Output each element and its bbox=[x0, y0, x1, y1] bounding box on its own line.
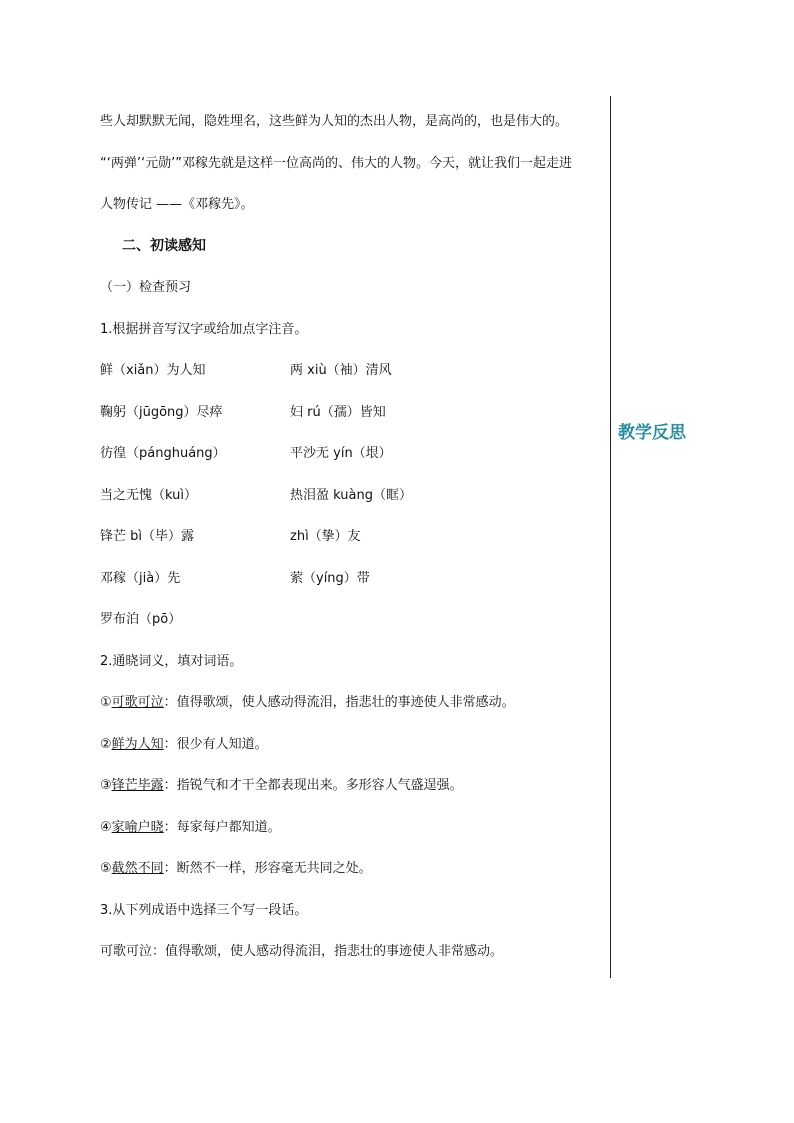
vocab-definition: ：断然不一样，形容毫无共同之处。 bbox=[163, 861, 372, 876]
pinyin-item: 当之无愧（kuì） bbox=[100, 487, 197, 503]
vocab-definition: ：每家每户都知道。 bbox=[163, 819, 281, 835]
teaching-reflection-title: 教学反思 bbox=[618, 423, 686, 443]
pinyin-item: 鲜（xiǎn）为人知 bbox=[100, 363, 206, 378]
pinyin-item: 平沙无 yín（垠） bbox=[290, 446, 392, 461]
vocab-term: 鲜为人知 bbox=[111, 736, 164, 752]
vocab-term: 可歌可泣 bbox=[111, 695, 164, 710]
vocab-number: ③ bbox=[100, 778, 112, 793]
lesson-content bbox=[100, 101, 610, 973]
vocab-definition: ：值得歌颂，使人感动得流泪，指悲壮的事迹使人非常感动。 bbox=[163, 695, 515, 710]
pinyin-row bbox=[100, 475, 610, 517]
vocab-item bbox=[100, 848, 610, 890]
question-3-title: 3.从下列成语中选择三个写一段话。 bbox=[100, 902, 308, 918]
pinyin-item: zhì（挚）友 bbox=[290, 529, 361, 544]
vocab-number: ① bbox=[100, 695, 112, 710]
pinyin-row bbox=[100, 350, 610, 392]
pinyin-row bbox=[100, 558, 610, 600]
intro-line-3: 人物传记 ——《邓稼先》。 bbox=[100, 197, 254, 212]
vocab-number: ④ bbox=[100, 819, 112, 835]
vocab-item bbox=[100, 765, 610, 807]
pinyin-row bbox=[100, 433, 610, 475]
question-2-title: 2.通晓词义，填对词语。 bbox=[100, 653, 243, 669]
vocab-term: 家喻户晓 bbox=[111, 819, 164, 835]
subsection-check-preview: （一）检查预习 bbox=[100, 280, 192, 295]
idiom-paragraph-line: 可歌可泣：值得歌颂，使人感动得流泪，指悲壮的事迹使人非常感动。 bbox=[100, 944, 504, 959]
column-divider bbox=[610, 96, 611, 978]
vocab-term: 截然不同 bbox=[111, 861, 164, 876]
pinyin-row bbox=[100, 516, 610, 558]
vocab-number: ⑤ bbox=[100, 861, 112, 876]
pinyin-item: 邓稼（jià）先 bbox=[100, 570, 181, 586]
vocab-item bbox=[100, 807, 610, 849]
vocab-item bbox=[100, 682, 610, 724]
vocab-definition: ：指锐气和才干全都表现出来。多形容人气盛逞强。 bbox=[163, 778, 463, 793]
pinyin-item: 妇 rú（孺）皆知 bbox=[290, 404, 386, 420]
intro-line-1: 些人却默默无闻，隐姓埋名，这些鲜为人知的杰出人物，是高尚的，也是伟大的。 bbox=[100, 114, 569, 129]
pinyin-item: 鞠躬（jūgōng）尽瘁 bbox=[100, 404, 223, 420]
pinyin-item: 锋芒 bì（毕）露 bbox=[100, 529, 194, 544]
section-heading-initial-reading: 二、初读感知 bbox=[122, 237, 206, 254]
question-1-title: 1.根据拼音写汉字或给加点字注音。 bbox=[100, 321, 308, 337]
vocab-item bbox=[100, 724, 610, 766]
pinyin-item: 两 xiù（袖）清风 bbox=[290, 363, 392, 378]
pinyin-item: 萦（yíng）带 bbox=[290, 570, 370, 586]
intro-line-2: “‘两弹’‘元勋’”邓稼先就是这样一位高尚的、伟大的人物。今天，就让我们一起走进 bbox=[100, 155, 572, 171]
pinyin-item-last: 罗布泊（pō） bbox=[100, 612, 182, 627]
pinyin-item: 热泪盈 kuàng（眶） bbox=[290, 487, 412, 503]
pinyin-row bbox=[100, 392, 610, 434]
vocab-term: 锋芒毕露 bbox=[111, 778, 164, 793]
vocab-number: ② bbox=[100, 736, 112, 752]
pinyin-item: 彷徨（pánghuáng） bbox=[100, 446, 226, 461]
vocab-definition: ：很少有人知道。 bbox=[163, 736, 268, 752]
